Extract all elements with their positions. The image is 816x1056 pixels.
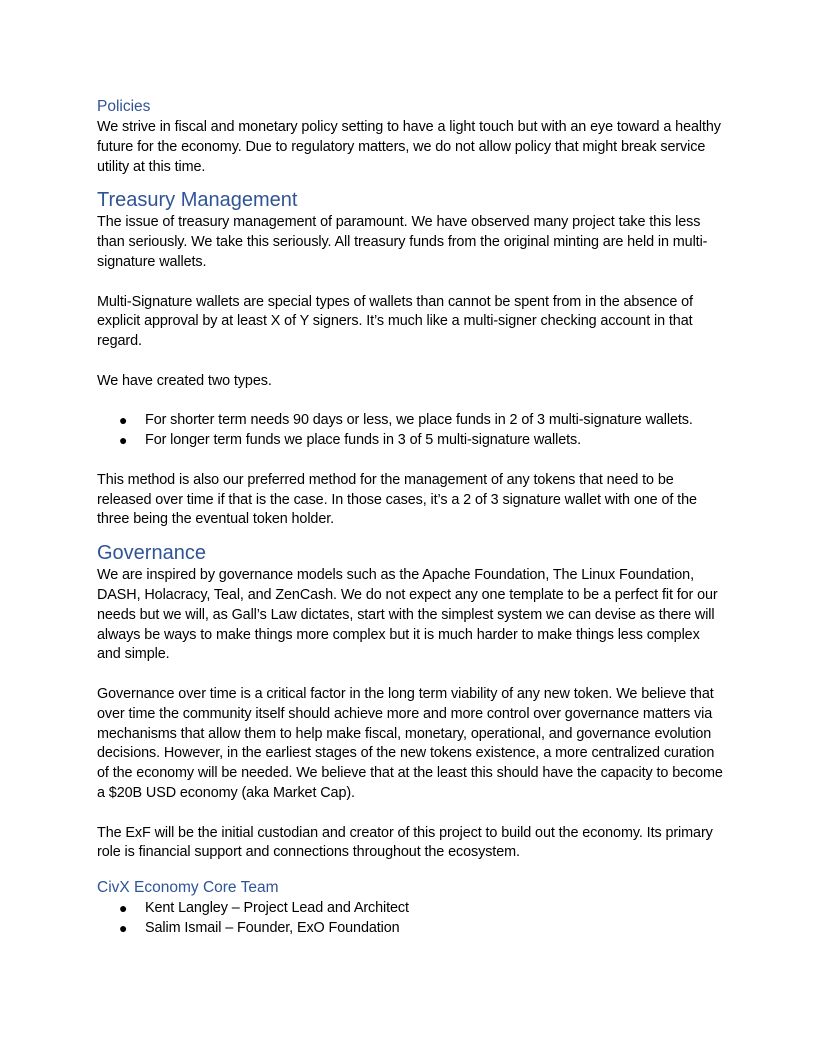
treasury-heading: Treasury Management [97, 189, 298, 212]
treasury-bullet-list [97, 411, 727, 451]
treasury-paragraph-3: We have created two types. [97, 372, 272, 389]
policies-paragraph: We strive in fiscal and monetary policy setting to have a light touch but with an eye toward a healthy future for the economy. Due to regulatory matters, we do not allow policy that might break service utility at this time. [97, 119, 721, 175]
list-item: ● For shorter term needs 90 days or less, we place funds in 2 of 3 multi-signature wallets. [97, 411, 727, 431]
bullet-icon: ● [119, 900, 128, 917]
governance-paragraph-2: Governance over time is a critical factor in the long term viability of any new token. We believe that over time the community itself should achieve more and more control over governance matters via mechanisms that allow them to help make fiscal, monetary, operational, and governance evolution decisions. However, in the earliest stages of the new tokens existence, a more centralized curation of the economy will be needed. We believe that at the least this should have the capacity to become a $20B USD economy (aka Market Cap). [97, 685, 723, 801]
treasury-paragraph-1: The issue of treasury management of paramount. We have observed many project take this less than seriously. We take this seriously. All treasury funds from the original minting are held in multi-signature wallets. [97, 214, 708, 270]
core-team-list [97, 899, 727, 939]
treasury-paragraph-2: Multi-Signature wallets are special types of wallets than cannot be spent from in the absence of explicit approval by at least X of Y signers. It’s much like a multi-signer checking account in that regard. [97, 293, 693, 350]
bullet-icon: ● [119, 919, 128, 936]
governance-paragraph-1: We are inspired by governance models such as the Apache Foundation, The Linux Foundation, DASH, Holacracy, Teal, and ZenCash. We do not expect any one template to be a perfect fit for our needs but we will, as Gall’s Law dictates, start with the simplest system we can devise as there will always be ways to make things more complex but it is much harder to make things less complex and simple. [97, 567, 718, 663]
treasury-paragraph-4: This method is also our preferred method for the management of any tokens that need to be released over time if that is the case. In those cases, it’s a 2 of 3 signature wallet with one of the three being the eventual token holder. [97, 471, 697, 528]
bullet-icon: ● [119, 412, 128, 429]
governance-paragraph-3: The ExF will be the initial custodian and creator of this project to build out the economy. Its primary role is financial support and connections throughout the ecosystem. [97, 824, 713, 861]
list-item: ● Kent Langley – Project Lead and Architect [97, 899, 727, 919]
governance-heading: Governance [97, 542, 206, 565]
bullet-icon: ● [119, 432, 128, 449]
core-team-heading: CivX Economy Core Team [97, 879, 279, 897]
policies-heading: Policies [97, 98, 151, 115]
list-item: ● Salim Ismail – Founder, ExO Foundation [97, 919, 727, 939]
document-body [97, 96, 727, 939]
list-item: ● For longer term funds we place funds in 3 of 5 multi-signature wallets. [97, 431, 727, 451]
